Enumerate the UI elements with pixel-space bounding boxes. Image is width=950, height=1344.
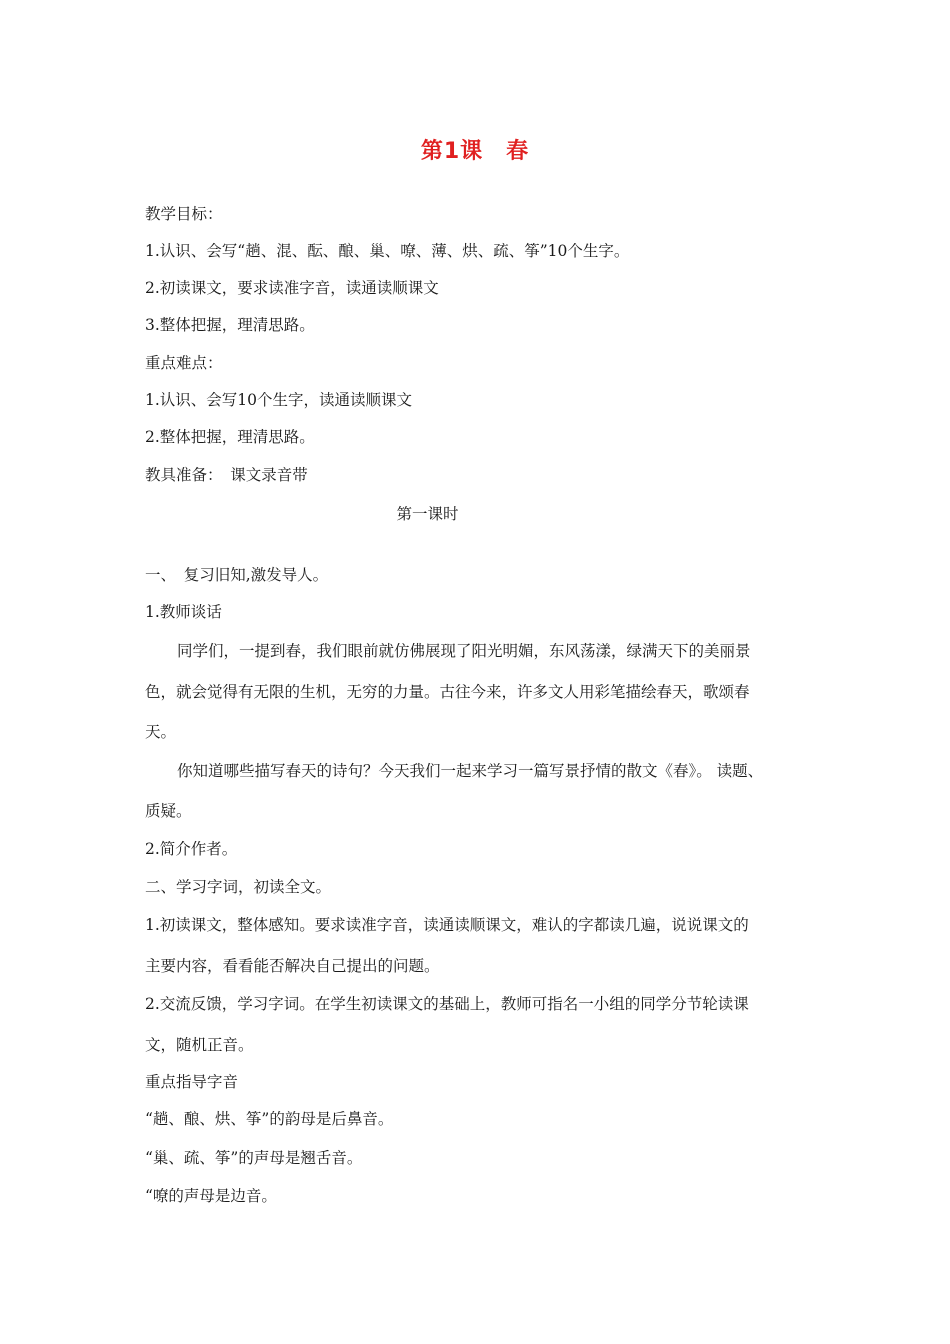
- pronunciation-guide-line: “巢、疏、筝”的声母是翘舌音。: [145, 1149, 363, 1167]
- period-heading: 第一课时: [396, 505, 459, 523]
- paragraph-line: 天。: [145, 723, 177, 741]
- pronunciation-guide-line: “嘹的声母是边音。: [145, 1187, 277, 1205]
- key-point-2: 2.整体把握，理清思路。: [145, 428, 315, 446]
- paragraph-line: 同学们，一提到春，我们眼前就仿佛展现了阳光明媚，东风荡漾，绿满天下的美丽景: [177, 642, 751, 660]
- key-point-1: 1.认识、会写10个生字，读通读顺课文: [145, 391, 413, 409]
- section1-item1: 1.教师谈话: [145, 603, 222, 621]
- paragraph-line: 色，就会觉得有无限的生机，无穷的力量。古往今来，许多文人用彩笔描绘春天，歌颂春: [145, 683, 750, 701]
- section1-item2: 2.简介作者。: [145, 840, 238, 858]
- pronunciation-guide-line: “趟、酿、烘、筝”的韵母是后鼻音。: [145, 1110, 394, 1128]
- section2-heading: 二、学习字词，初读全文。: [145, 878, 332, 896]
- key-points-heading: 重点难点：: [145, 354, 223, 372]
- materials-line: 教具准备： 课文录音带: [145, 466, 308, 484]
- objective-2: 2.初读课文，要求读准字音，读通读顺课文: [145, 279, 439, 297]
- objective-1: 1.认识、会写“趟、混、酝、酿、巢、嘹、薄、烘、疏、筝”10个生字。: [145, 242, 630, 260]
- paragraph-line: 你知道哪些描写春天的诗句？今天我们一起来学习一篇写景抒情的散文《春》。 读题、: [177, 762, 764, 780]
- section2-item2-line: 文，随机正音。: [145, 1036, 254, 1054]
- section2-item1-line: 1.初读课文，整体感知。要求读准字音，读通读顺课文，难认的字都读几遍，说说课文的: [145, 916, 749, 934]
- section2-item1-line: 主要内容，看看能否解决自己提出的问题。: [145, 957, 440, 975]
- lesson-title: 第1课 春: [420, 139, 530, 164]
- section1-heading: 一、 复习旧知,激发导人。: [145, 566, 329, 584]
- objectives-heading: 教学目标：: [145, 205, 223, 223]
- pronunciation-guide-heading: 重点指导字音: [145, 1073, 239, 1091]
- objective-3: 3.整体把握，理清思路。: [145, 316, 315, 334]
- section2-item2-line: 2.交流反馈，学习字词。在学生初读课文的基础上，教师可指名一小组的同学分节轮读课: [145, 995, 749, 1013]
- paragraph-line: 质疑。: [145, 802, 192, 820]
